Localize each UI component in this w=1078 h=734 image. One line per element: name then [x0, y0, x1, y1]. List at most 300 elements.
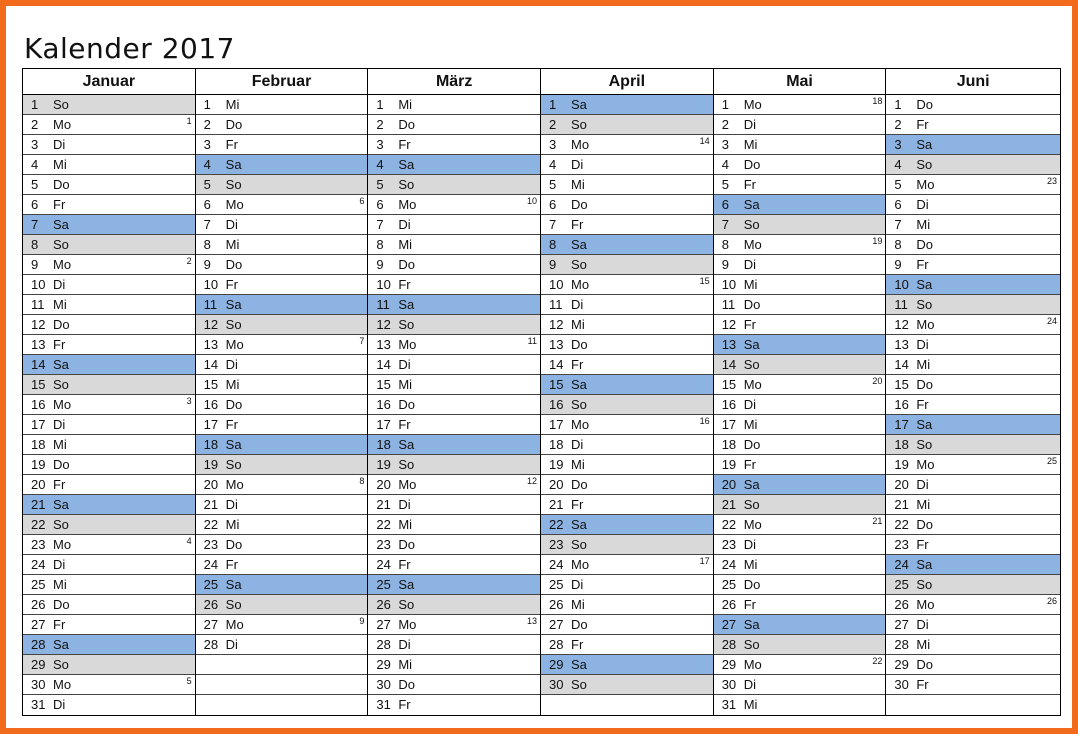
weekday-label: Do [53, 317, 70, 332]
weekday-label: Sa [53, 357, 69, 372]
day-number: 18 [721, 437, 737, 452]
day-number: 15 [31, 377, 46, 392]
week-number: 10 [527, 196, 538, 206]
day-row [368, 315, 540, 335]
weekday-label: So [225, 597, 242, 612]
day-row [196, 555, 368, 575]
day-row [368, 275, 540, 295]
weekday-label: Do [571, 337, 588, 352]
weekday-label: Di [225, 217, 238, 232]
day-row [886, 555, 1060, 575]
day-number: 28 [31, 637, 46, 652]
weekday-label: Do [916, 377, 933, 392]
day-number: 21 [376, 497, 391, 512]
day-number: 2 [894, 117, 902, 132]
day-row [714, 315, 886, 335]
day-number: 1 [376, 97, 384, 112]
weekday-label: Di [743, 537, 756, 552]
weekday-label: Do [398, 117, 415, 132]
weekday-label: Do [571, 477, 588, 492]
weekday-label: Sa [398, 577, 415, 592]
week-number: 18 [872, 96, 883, 106]
weekday-label: So [53, 657, 69, 672]
weekday-label: Di [53, 137, 66, 152]
day-number: 24 [203, 557, 219, 572]
day-row [541, 135, 713, 155]
weekday-label: Mo [398, 477, 417, 492]
day-number: 16 [31, 397, 46, 412]
day-row [714, 555, 886, 575]
weekday-label: So [743, 497, 760, 512]
weekday-label: Sa [743, 617, 760, 632]
day-row [886, 515, 1060, 535]
day-number: 1 [721, 97, 729, 112]
day-row [886, 615, 1060, 635]
day-number: 15 [894, 377, 909, 392]
day-number: 3 [721, 137, 729, 152]
day-number: 17 [376, 417, 391, 432]
day-row [541, 215, 713, 235]
day-number: 4 [721, 157, 729, 172]
day-number: 13 [31, 337, 46, 352]
day-number: 21 [31, 497, 46, 512]
weekday-label: So [53, 517, 69, 532]
weekday-label: Mi [571, 597, 585, 612]
day-number: 29 [894, 657, 909, 672]
day-number: 12 [894, 317, 909, 332]
day-number: 10 [203, 277, 219, 292]
week-number: 9 [359, 616, 365, 626]
day-number: 3 [894, 137, 902, 152]
day-number: 18 [376, 437, 391, 452]
weekday-label: Do [916, 657, 933, 672]
day-row [196, 375, 368, 395]
weekday-label: Mi [398, 97, 413, 112]
day-row [886, 535, 1060, 555]
week-number: 23 [1047, 176, 1058, 186]
day-number: 22 [31, 517, 46, 532]
day-row [886, 675, 1060, 695]
day-number: 14 [203, 357, 219, 372]
day-number: 15 [721, 377, 737, 392]
weekday-label: Di [53, 697, 66, 712]
day-row [886, 435, 1060, 455]
week-number: 1 [186, 116, 192, 126]
day-number: 14 [721, 357, 737, 372]
day-number: 22 [894, 517, 909, 532]
week-number: 3 [186, 396, 192, 406]
weekday-label: Mi [398, 517, 413, 532]
weekday-label: Fr [916, 257, 929, 272]
weekday-label: Mi [225, 97, 240, 112]
weekday-label: Do [225, 537, 243, 552]
weekday-label: Do [916, 237, 933, 252]
day-row [886, 475, 1060, 495]
month-column-mai [714, 69, 887, 715]
weekday-label: Do [225, 397, 243, 412]
day-number: 25 [549, 577, 564, 592]
weekday-label: Di [916, 197, 929, 212]
weekday-label: So [53, 377, 69, 392]
weekday-label: So [571, 117, 587, 132]
weekday-label: So [916, 157, 933, 172]
day-row [23, 275, 195, 295]
weekday-label: Mo [916, 177, 935, 192]
day-row [541, 155, 713, 175]
day-number: 3 [31, 137, 39, 152]
day-row [368, 135, 540, 155]
day-number: 28 [376, 637, 391, 652]
day-row [541, 535, 713, 555]
day-number: 18 [549, 437, 564, 452]
weekday-label: Fr [398, 557, 411, 572]
weekday-label: Do [53, 457, 70, 472]
day-row [368, 475, 540, 495]
week-number: 14 [699, 136, 710, 146]
weekday-label: Di [743, 677, 756, 692]
weekday-label: Fr [398, 697, 411, 712]
day-number: 25 [203, 577, 219, 592]
day-number: 30 [549, 677, 564, 692]
day-row [886, 255, 1060, 275]
weekday-label: So [225, 457, 242, 472]
day-row [541, 475, 713, 495]
day-number: 6 [549, 197, 557, 212]
day-number: 13 [203, 337, 219, 352]
weekday-label: Mo [916, 317, 935, 332]
day-row [368, 555, 540, 575]
day-number: 28 [203, 637, 219, 652]
weekday-label: Fr [916, 397, 929, 412]
day-row [196, 115, 368, 135]
day-number: 17 [549, 417, 564, 432]
day-number: 27 [549, 617, 564, 632]
day-row [714, 655, 886, 675]
weekday-label: Mo [225, 617, 244, 632]
day-number: 21 [721, 497, 737, 512]
month-column-juni [886, 69, 1060, 715]
weekday-label: So [916, 577, 933, 592]
day-number: 13 [376, 337, 391, 352]
weekday-label: Mi [916, 497, 931, 512]
day-row [541, 375, 713, 395]
day-number: 31 [376, 697, 391, 712]
day-number: 7 [376, 217, 384, 232]
day-number: 11 [894, 297, 908, 312]
day-row [714, 415, 886, 435]
weekday-label: Di [398, 357, 411, 372]
weekday-label: Di [398, 497, 411, 512]
day-row [196, 515, 368, 535]
weekday-label: Sa [743, 477, 760, 492]
weekday-label: Mi [398, 377, 413, 392]
day-number: 25 [376, 577, 391, 592]
weekday-label: Mi [743, 137, 758, 152]
day-number: 10 [721, 277, 737, 292]
weekday-label: Sa [225, 437, 242, 452]
day-row [541, 255, 713, 275]
day-number: 6 [376, 197, 384, 212]
day-number: 30 [894, 677, 909, 692]
day-number: 7 [894, 217, 902, 232]
weekday-label: Do [53, 177, 70, 192]
weekday-label: Mo [53, 257, 72, 272]
weekday-label: Mo [53, 397, 72, 412]
day-number: 11 [721, 297, 736, 312]
day-row [368, 635, 540, 655]
day-number: 2 [721, 117, 729, 132]
day-row [368, 695, 540, 715]
day-row [196, 435, 368, 455]
weekday-label: So [571, 677, 587, 692]
day-row [541, 675, 713, 695]
weekday-label: Fr [743, 457, 756, 472]
day-row [541, 435, 713, 455]
weekday-label: Sa [571, 657, 587, 672]
weekday-label: Mo [398, 617, 417, 632]
day-row [714, 275, 886, 295]
weekday-label: So [225, 177, 242, 192]
day-row [196, 155, 368, 175]
day-row [23, 515, 195, 535]
day-row [714, 635, 886, 655]
day-number: 20 [376, 477, 391, 492]
weekday-label: Fr [225, 277, 238, 292]
weekday-label: Do [398, 397, 415, 412]
empty-day-cell [541, 695, 713, 715]
day-number: 24 [549, 557, 564, 572]
day-row [541, 555, 713, 575]
day-row [714, 575, 886, 595]
weekday-label: Mi [743, 557, 758, 572]
day-row [886, 135, 1060, 155]
day-number: 18 [203, 437, 219, 452]
day-number: 10 [376, 277, 391, 292]
weekday-label: So [743, 637, 760, 652]
weekday-label: Mo [743, 97, 762, 112]
weekday-label: Mi [225, 377, 240, 392]
day-row [368, 575, 540, 595]
weekday-label: Mo [743, 377, 762, 392]
day-number: 22 [549, 517, 564, 532]
weekday-label: Fr [916, 537, 929, 552]
day-row [886, 195, 1060, 215]
weekday-label: Fr [571, 497, 584, 512]
day-number: 4 [894, 157, 902, 172]
day-number: 16 [549, 397, 564, 412]
weekday-label: Sa [225, 297, 242, 312]
day-number: 2 [376, 117, 384, 132]
day-number: 5 [721, 177, 729, 192]
weekday-label: Fr [225, 137, 238, 152]
day-number: 10 [894, 277, 909, 292]
weekday-label: Fr [53, 617, 66, 632]
day-row [886, 215, 1060, 235]
week-number: 22 [872, 656, 883, 666]
day-row [23, 655, 195, 675]
weekday-label: Fr [571, 637, 584, 652]
week-number: 13 [527, 616, 538, 626]
weekday-label: Fr [225, 417, 238, 432]
month-header: April [541, 69, 713, 95]
weekday-label: Fr [571, 217, 584, 232]
weekday-label: Mi [916, 217, 931, 232]
day-row [541, 515, 713, 535]
weekday-label: Mi [398, 657, 413, 672]
day-number: 8 [203, 237, 211, 252]
weekday-label: Di [916, 477, 929, 492]
day-number: 25 [31, 577, 46, 592]
day-row [196, 495, 368, 515]
day-row [23, 155, 195, 175]
weekday-label: Mi [743, 277, 758, 292]
weekday-label: Sa [571, 237, 587, 252]
day-row [23, 315, 195, 335]
weekday-label: So [398, 597, 415, 612]
week-number: 5 [186, 676, 192, 686]
weekday-label: Mo [743, 657, 762, 672]
day-number: 19 [376, 457, 391, 472]
weekday-label: Di [225, 497, 238, 512]
day-row [714, 675, 886, 695]
day-number: 4 [376, 157, 384, 172]
day-row [886, 315, 1060, 335]
day-row [368, 255, 540, 275]
month-column-märz [368, 69, 541, 715]
weekday-label: Mi [916, 357, 931, 372]
weekday-label: So [743, 217, 760, 232]
day-number: 20 [894, 477, 909, 492]
day-row [196, 475, 368, 495]
weekday-label: Sa [53, 637, 69, 652]
weekday-label: So [743, 357, 760, 372]
weekday-label: So [53, 97, 69, 112]
day-row [196, 215, 368, 235]
day-row [196, 415, 368, 435]
weekday-label: Do [743, 297, 761, 312]
day-number: 29 [721, 657, 737, 672]
month-column-februar [196, 69, 369, 715]
day-row [23, 115, 195, 135]
weekday-label: Mo [571, 417, 590, 432]
day-number: 5 [894, 177, 902, 192]
weekday-label: Sa [743, 197, 760, 212]
weekday-label: Mo [571, 277, 590, 292]
week-number: 8 [359, 476, 365, 486]
day-row [368, 115, 540, 135]
day-row [886, 235, 1060, 255]
day-row [196, 455, 368, 475]
day-row [196, 395, 368, 415]
day-number: 23 [721, 537, 737, 552]
weekday-label: Mi [225, 237, 240, 252]
weekday-label: Fr [916, 677, 929, 692]
day-number: 14 [376, 357, 391, 372]
weekday-label: Fr [398, 417, 411, 432]
day-number: 17 [203, 417, 219, 432]
day-row [714, 455, 886, 475]
day-number: 7 [549, 217, 557, 232]
day-number: 8 [549, 237, 557, 252]
day-number: 24 [31, 557, 46, 572]
day-row [714, 495, 886, 515]
day-row [886, 175, 1060, 195]
day-row [886, 275, 1060, 295]
weekday-label: Mi [53, 297, 67, 312]
day-number: 20 [31, 477, 46, 492]
day-row [368, 375, 540, 395]
day-row [886, 575, 1060, 595]
day-number: 23 [549, 537, 564, 552]
day-number: 3 [376, 137, 384, 152]
week-number: 20 [872, 376, 883, 386]
day-number: 9 [721, 257, 729, 272]
day-row [23, 575, 195, 595]
day-number: 5 [376, 177, 384, 192]
day-number: 11 [203, 297, 218, 312]
day-row [368, 415, 540, 435]
weekday-label: So [398, 317, 415, 332]
day-number: 17 [721, 417, 737, 432]
day-row [886, 355, 1060, 375]
weekday-label: Sa [53, 217, 69, 232]
day-row [196, 235, 368, 255]
weekday-label: Fr [743, 597, 756, 612]
day-row [541, 395, 713, 415]
day-row [886, 395, 1060, 415]
week-number: 2 [186, 256, 192, 266]
weekday-label: Di [571, 577, 584, 592]
empty-day-cell [886, 695, 1060, 715]
day-number: 29 [31, 657, 46, 672]
day-row [541, 195, 713, 215]
week-number: 21 [872, 516, 883, 526]
weekday-label: Di [53, 417, 66, 432]
day-row [368, 195, 540, 215]
weekday-label: Mo [916, 457, 935, 472]
day-number: 28 [549, 637, 564, 652]
weekday-label: Do [743, 577, 761, 592]
weekday-label: Mo [225, 477, 244, 492]
weekday-label: Fr [398, 137, 411, 152]
day-row [541, 595, 713, 615]
day-row [541, 295, 713, 315]
day-row [368, 95, 540, 115]
weekday-label: Do [53, 597, 70, 612]
weekday-label: Fr [743, 317, 756, 332]
weekday-label: Sa [53, 497, 69, 512]
week-number: 19 [872, 236, 883, 246]
weekday-label: So [916, 437, 933, 452]
day-row [886, 95, 1060, 115]
day-row [23, 635, 195, 655]
day-number: 11 [376, 297, 390, 312]
day-number: 18 [31, 437, 46, 452]
day-number: 14 [549, 357, 564, 372]
day-row [541, 115, 713, 135]
day-row [196, 95, 368, 115]
day-row [196, 355, 368, 375]
weekday-label: Mi [571, 177, 585, 192]
day-number: 6 [721, 197, 729, 212]
day-number: 10 [31, 277, 46, 292]
month-column-januar [23, 69, 196, 715]
weekday-label: Mo [571, 137, 590, 152]
day-number: 27 [376, 617, 391, 632]
day-number: 24 [894, 557, 909, 572]
weekday-label: Di [225, 637, 238, 652]
day-row [196, 335, 368, 355]
